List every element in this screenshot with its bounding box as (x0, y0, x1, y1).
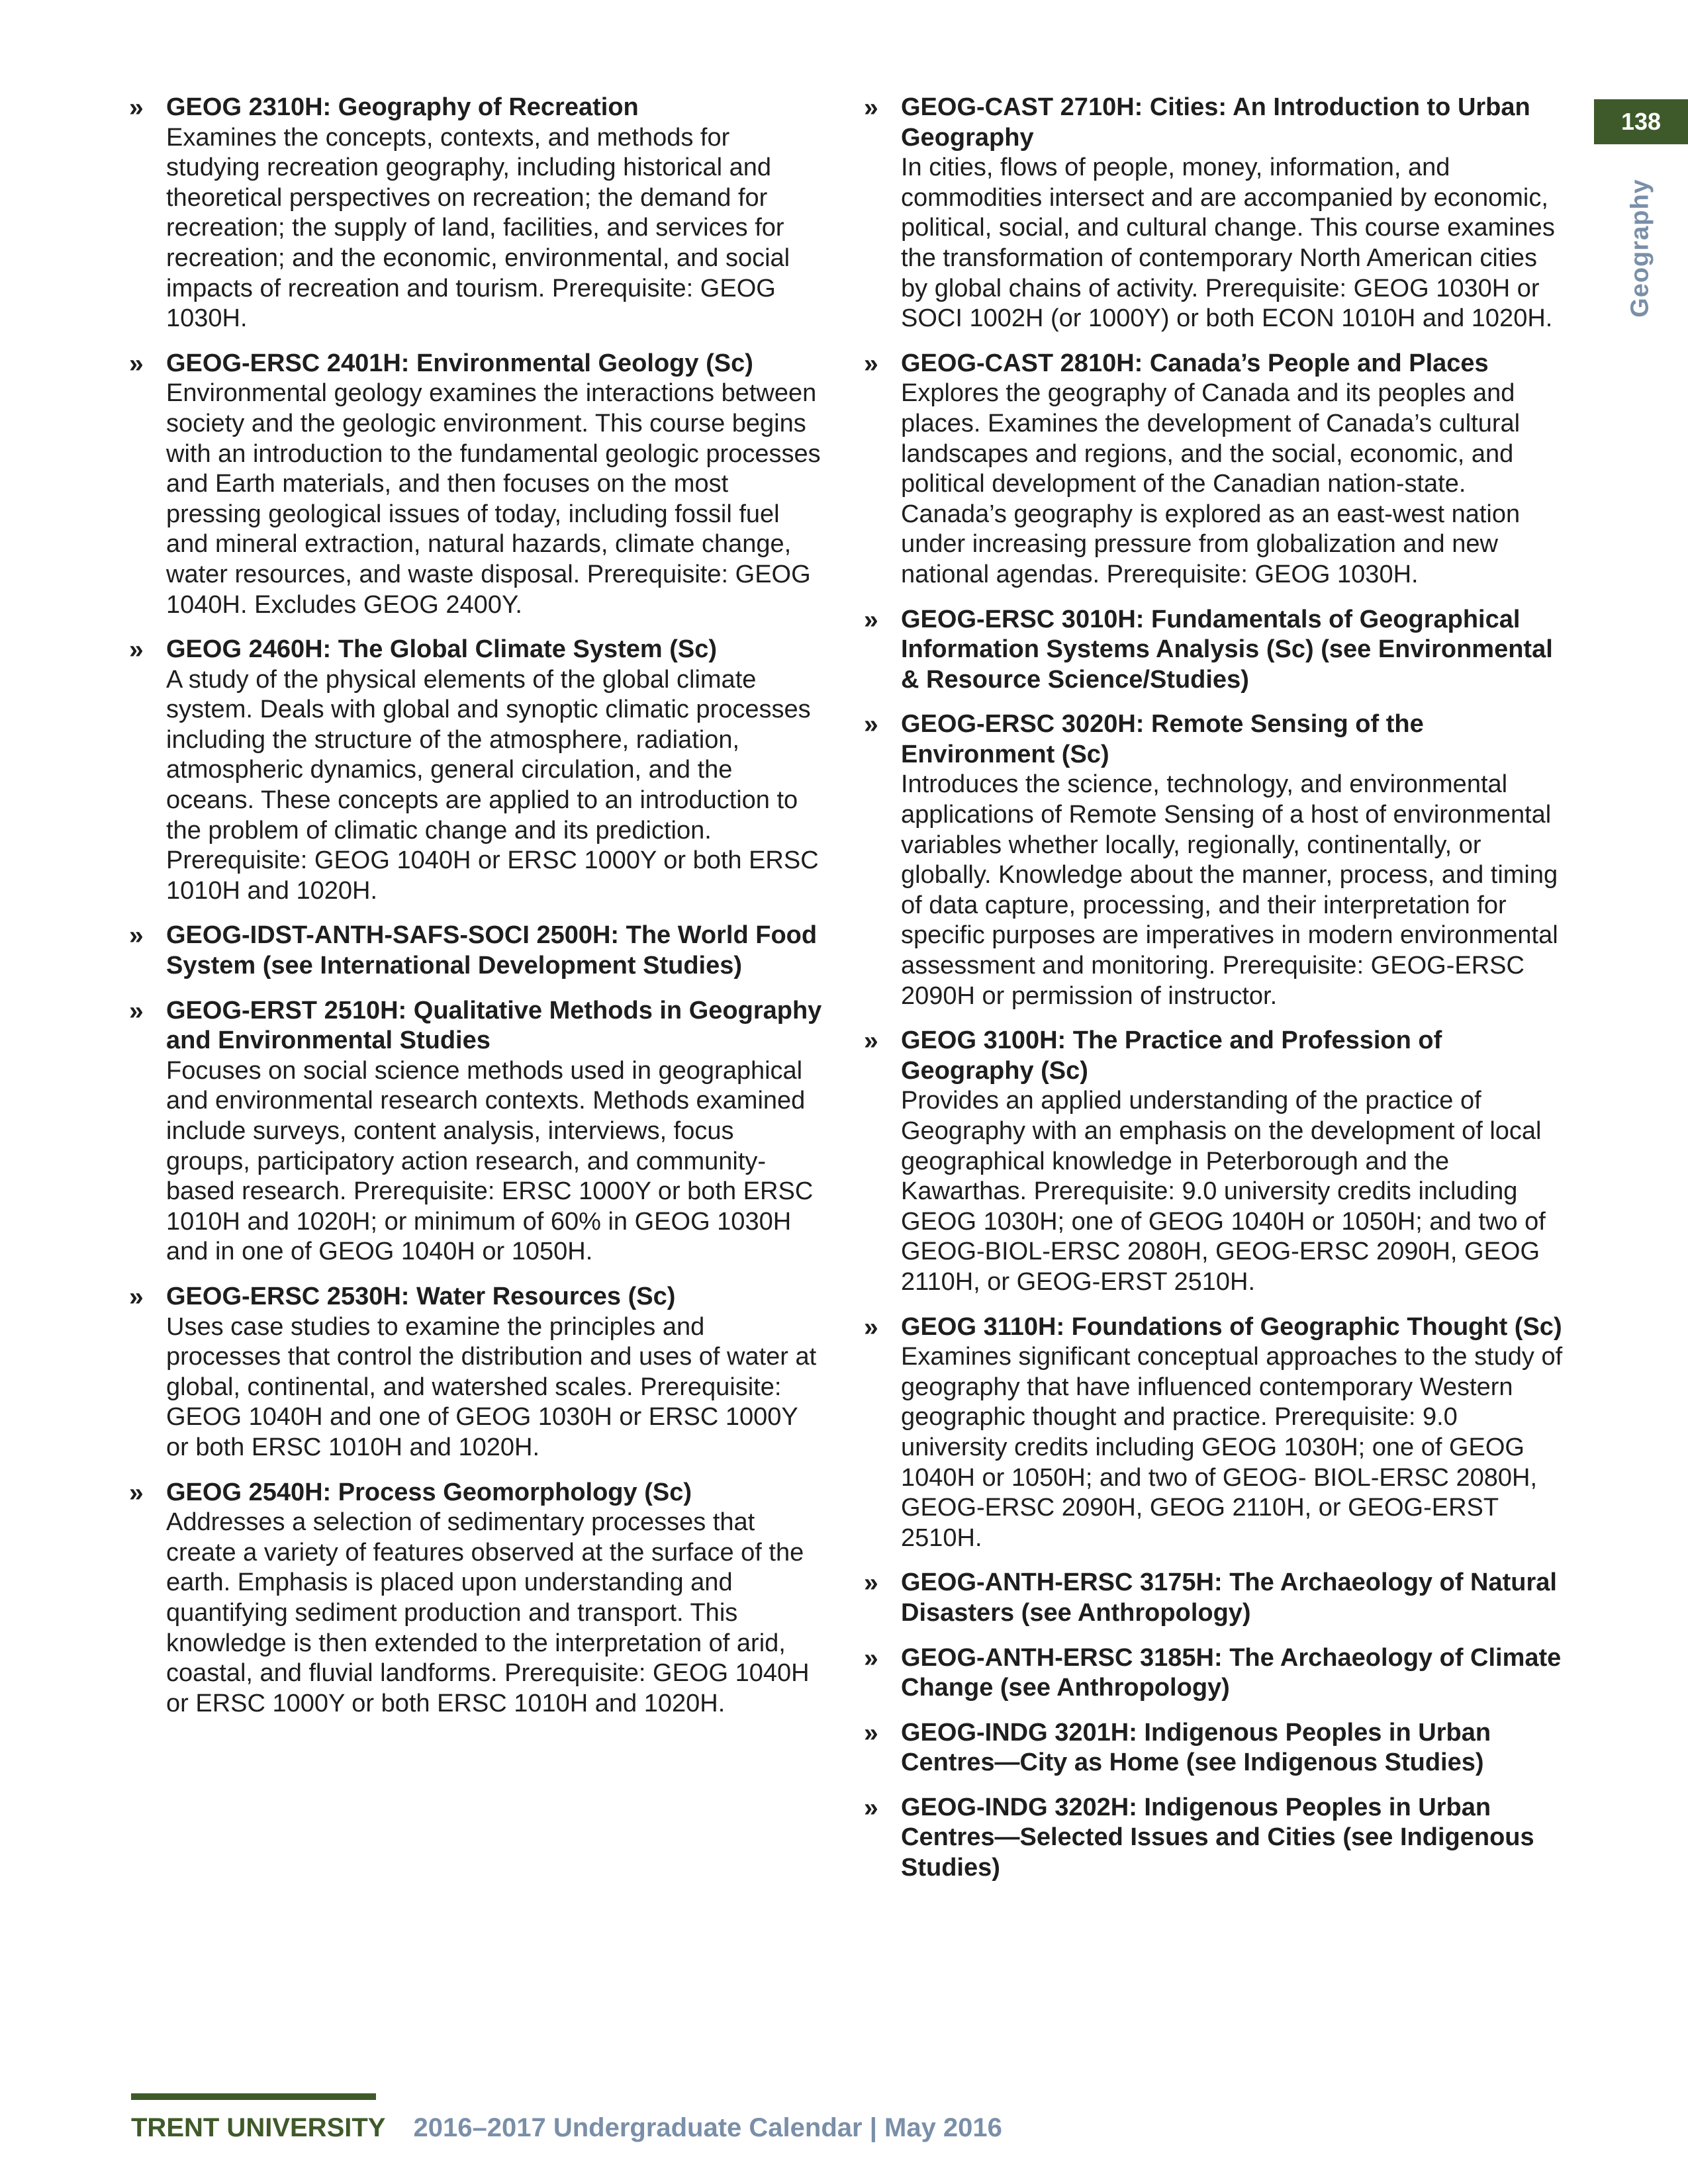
course-title: GEOG-ERSC 3010H: Fundamentals of Geographical Information Systems Analysis (Sc) (see Environmental & Resource Science/Studies) (901, 605, 1553, 694)
course-entry (864, 1643, 1566, 1704)
right-column (864, 93, 1566, 1898)
course-title: GEOG 2540H: Process Geomorphology (Sc) (166, 1478, 692, 1506)
course-entry (129, 93, 824, 334)
course-entry (864, 1718, 1566, 1778)
page-number: 138 (1620, 108, 1662, 135)
course-title: GEOG 3100H: The Practice and Profession of Geography (Sc) (901, 1026, 1442, 1085)
course-title: GEOG-CAST 2710H: Cities: An Introduction to Urban Geography (901, 93, 1530, 152)
bullet-icon: » (129, 349, 144, 378)
left-column (129, 93, 824, 1733)
course-description: Introduces the science, technology, and environmental applications of Remote Sensing of a host of environmental variables whether locally, regionally, continentally, or globally. Knowledge about the manner, process, and timing of data capture, processing, and their interpretation for specific purposes are imperatives in modern environmental assessment and monitoring. Prerequisite: GEOG-ERSC 2090H or permission of instructor. (901, 770, 1558, 1010)
course-description: Focuses on social science methods used in geographical and environmental research contexts. Methods examined include surveys, content analysis, interviews, focus groups, participatory action research, and community-based research. Prerequisite: ERSC 1000Y or both ERSC 1010H and 1020H; or minimum of 60% in GEOG 1030H and in one of GEOG 1040H or 1050H. (166, 1056, 814, 1266)
course-entry (129, 1282, 824, 1463)
bullet-icon: » (129, 996, 144, 1025)
course-description: Examines significant conceptual approaches to the study of geography that have influenced contemporary Western geographic thought and practice. Prerequisite: 9.0 university credits including GEOG 1030H; one of GEOG 1040H or 1050H; and two of GEOG- BIOL-ERSC 2080H, GEOG-ERSC 2090H, GEOG 2110H, or GEOG-ERST 2510H. (901, 1343, 1563, 1552)
course-title: GEOG-ANTH-ERSC 3175H: The Archaeology of Natural Disasters (see Anthropology) (901, 1569, 1557, 1627)
course-title: GEOG-CAST 2810H: Canada’s People and Places (901, 349, 1489, 377)
bullet-icon: » (864, 1026, 878, 1056)
course-description: In cities, flows of people, money, information, and commodities intersect and are accompanied by economic, political, social, and cultural change. This course examines the transformation of contemporary North American cities by global chains of activity. Prerequisite: GEOG 1030H or SOCI 1002H (or 1000Y) or both ECON 1010H and 1020H. (901, 154, 1555, 333)
course-description: Environmental geology examines the interactions between society and the geologic environment. This course begins with an introduction to the fundamental geologic processes and Earth materials, and then focuses on the most pressing geological issues of today, including fossil fuel and mineral extraction, natural hazards, climate change, water resources, and waste disposal. Prerequisite: GEOG 1040H. Excludes GEOG 2400Y. (166, 379, 821, 619)
course-title: GEOG-INDG 3202H: Indigenous Peoples in Urban Centres—Selected Issues and Cities (see Indigenous Studies) (901, 1793, 1534, 1882)
footer-institution: TRENT UNIVERSITY (131, 2113, 386, 2142)
course-entry (129, 635, 824, 906)
page-number-tab (1594, 99, 1688, 144)
bullet-icon: » (864, 605, 878, 634)
course-title: GEOG-ERSC 2530H: Water Resources (Sc) (166, 1282, 676, 1310)
section-label: Geography (1626, 179, 1654, 318)
course-description: Addresses a selection of sedimentary processes that create a variety of features observed at the surface of the earth. Emphasis is placed upon understanding and quantifying sediment production and transport. This knowledge is then extended to the interpretation of arid, coastal, and fluvial landforms. Prerequisite: GEOG 1040H or ERSC 1000Y or both ERSC 1010H and 1020H. (166, 1508, 810, 1717)
bullet-icon: » (864, 1793, 878, 1822)
bullet-icon: » (129, 635, 144, 664)
course-entry (864, 709, 1566, 1011)
footer-publication: 2016–2017 Undergraduate Calendar | May 2016 (413, 2113, 1002, 2142)
course-description: A study of the physical elements of the global climate system. Deals with global and synoptic climatic processes including the structure of the atmosphere, radiation, atmospheric dynamics, general circulation, and the oceans. These concepts are applied to an introduction to the problem of climatic change and its prediction. Prerequisite: GEOG 1040H or ERSC 1000Y or both ERSC 1010H and 1020H. (166, 665, 819, 905)
course-title: GEOG-ERST 2510H: Qualitative Methods in Geography and Environmental Studies (166, 996, 822, 1055)
bullet-icon: » (864, 1643, 878, 1672)
course-description: Explores the geography of Canada and its peoples and places. Examines the development of Canada’s cultural landscapes and regions, and the social, economic, and political development of the Canadian nation-state. Canada’s geography is explored as an east-west nation under increasing pressure from globalization and new national agendas. Prerequisite: GEOG 1030H. (901, 379, 1521, 588)
course-title: GEOG 2460H: The Global Climate System (Sc) (166, 635, 718, 664)
bullet-icon: » (129, 921, 144, 950)
course-entry (129, 349, 824, 620)
course-title: GEOG-ANTH-ERSC 3185H: The Archaeology of Climate Change (see Anthropology) (901, 1643, 1562, 1702)
course-entry (864, 93, 1566, 334)
bullet-icon: » (864, 1569, 878, 1598)
course-entry (864, 1568, 1566, 1628)
bullet-icon: » (129, 93, 144, 122)
course-description: Uses case studies to examine the principles and processes that control the distribution and uses of water at global, continental, and watershed scales. Prerequisite: GEOG 1040H and one of GEOG 1030H or ERSC 1000Y or both ERSC 1010H and 1020H. (166, 1312, 817, 1461)
course-description: Examines the concepts, contexts, and methods for studying recreation geography, including historical and theoretical perspectives on recreation; the demand for recreation; the supply of land, facilities, and services for recreation; and the economic, environmental, and social impacts of recreation and tourism. Prerequisite: GEOG 1030H. (166, 123, 790, 333)
course-entry (129, 996, 824, 1267)
bullet-icon: » (864, 349, 878, 378)
course-entry (864, 1312, 1566, 1554)
course-entry (864, 1026, 1566, 1297)
bullet-icon: » (129, 1282, 144, 1311)
course-title: GEOG-IDST-ANTH-SAFS-SOCI 2500H: The World Food System (see International Development Studies) (166, 921, 818, 980)
bullet-icon: » (129, 1478, 144, 1507)
course-title: GEOG 3110H: Foundations of Geographic Thought (Sc) (901, 1312, 1562, 1341)
course-entry (129, 921, 824, 981)
course-title: GEOG-ERSC 2401H: Environmental Geology (Sc) (166, 349, 753, 377)
footer (131, 2111, 1002, 2144)
course-entry (129, 1478, 824, 1719)
course-description: Provides an applied understanding of the practice of Geography with an emphasis on the development of local geographical knowledge in Peterborough and the Kawarthas. Prerequisite: 9.0 university credits including GEOG 1030H; one of GEOG 1040H or 1050H; and two of GEOG-BIOL-ERSC 2080H, GEOG-ERSC 2090H, GEOG 2110H, or GEOG-ERST 2510H. (901, 1087, 1546, 1296)
bullet-icon: » (864, 1718, 878, 1747)
footer-rule (131, 2093, 376, 2100)
course-entry (864, 605, 1566, 696)
bullet-icon: » (864, 1312, 878, 1342)
course-title: GEOG-ERSC 3020H: Remote Sensing of the Environment (Sc) (901, 710, 1424, 768)
course-title: GEOG-INDG 3201H: Indigenous Peoples in Urban Centres—City as Home (see Indigenous Studies) (901, 1718, 1491, 1777)
bullet-icon: » (864, 710, 878, 739)
course-title: GEOG 2310H: Geography of Recreation (166, 93, 639, 121)
course-entry (864, 1793, 1566, 1884)
course-entry (864, 349, 1566, 590)
bullet-icon: » (864, 93, 878, 122)
